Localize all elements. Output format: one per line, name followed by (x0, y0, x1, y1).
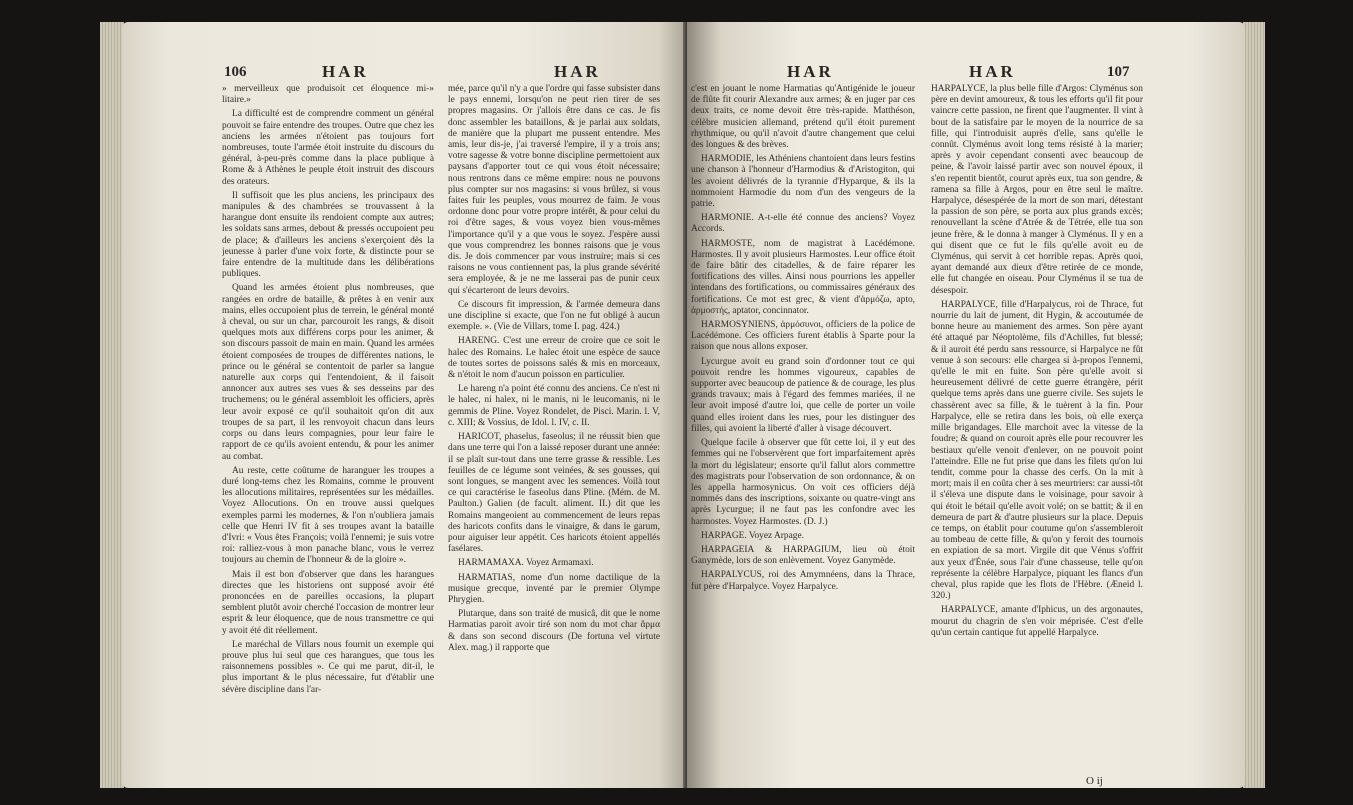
paragraph: HARMONIE. A-t-elle été connue des anciens? Voyez Accords. (691, 213, 915, 235)
paragraph: mée, parce qu'il n'y a que l'ordre qui fasse subsister dans le pays ennemi, lorsqu'on ne peut rien tirer de ses propres magasins. Or j'allois être dans ce cas. Je fis donc assembler les bataillons, & je parlai aux soldats, de manière que la plupart me pussent entendre. Mes amis, leur dis-je, j'ai traversé l'empire, il y a trois ans; votre sagesse & votre bonne discipline permettoient aux paysans d'apporter tout ce qui vous étoit nécessaire; nous rentrons dans ce même empire: nous ne pouvons plus compter sur nos magasins: si vous brûlez, si vous faites fuir les peuples, vous mourrez de faim. Je vous ordonne donc pour votre propre intérêt, & pour celui du roi d'être sages, & vous voyez bien vous-mêmes l'importance qu'il y a que vous le soyez. J'espère aussi que vous comprendrez les bonnes raisons que je vous dis. Je dois commencer par vous instruire; mais si ces raisons ne vous contiennent pas, la plus grande sévérité sera employée, & je ne me lasserai pas de punir ceux qui s'écarteront de leurs devoirs. (448, 84, 660, 296)
paragraph: Ce discours fit impression, & l'armée demeura dans une discipline si exacte, que l'on ne fut obligé à aucun exemple. ». (Vie de Villars, tome I. pag. 424.) (448, 299, 660, 333)
paragraph: Le maréchal de Villars nous fournit un exemple qui prouve plus lui seul que ces harangues, que tous les raisonnemens possibles ». Ce qui me parut, dit-il, le plus important & le plus nécessaire, fut d'établir une sévère discipline dans l'ar- (222, 639, 434, 695)
signature-mark: O ij (1086, 775, 1103, 787)
text-column (222, 84, 434, 784)
paragraph: HARMODIE, les Athéniens chantoient dans leurs festins une chanson à l'honneur d'Harmodius & d'Aristogiton, qui les avoient délivrés de la tyrannie d'Hyparque, & ils la nommoient Harmodie du nom d'un des vengeurs de la patrie. (691, 154, 915, 210)
paragraph: HARPALYCE, amante d'Iphicus, un des argonautes, mourut du chagrin de s'en voir méprisée. C'est d'elle qu'un certain cantique fut appellé Harpalyce. (931, 605, 1143, 638)
paragraph: Quelque facile à observer que fût cette loi, il y eut des femmes qui ne l'observèrent que fort imparfaitement après la mort du législateur; ensorte qu'il fallut alors commettre des magistrats pour l'observation de son ordonnance, & on les appella harmosynicus. On voit ces officiers déjà nommés dans des inscriptions, soixante ou quatre-vingt ans après Lycurgue; il ne faut pas les confondre avec les harmostes. Voyez Harmostes. (D. J.) (691, 438, 915, 527)
paragraph: Lycurgue avoit eu grand soin d'ordonner tout ce qui pouvoit rendre les hommes vigoureux, capables de supporter avec beaucoup de patience & de courage, les plus grands travaux; mais à l'égard des femmes mariées, il ne leur avoit imposé d'autre loi, que celle de porter un voile quand elles iroient dans les rues, pour les distinguer des filles, qui avoient la liberté d'aller à visage découvert. (691, 356, 915, 434)
paragraph: HARPALYCUS, roi des Amymnéens, dans la Thrace, fut père d'Harpalyce. Voyez Harpalyce. (691, 570, 915, 592)
paragraph: HARPAGEIA & HARPAGIUM, lieu où étoit Ganymède, lors de son enlèvement. Voyez Ganymède. (691, 544, 915, 567)
paragraph: HARMATIAS, nome d'un nome dactilique de la musique grecque, inventé par le premier Olympe Phrygien. (448, 572, 660, 605)
paragraph: HARPALYCE, la plus belle fille d'Argos: Clyménus son père en devint amoureux, & tous les efforts qu'il fit pour vaincre cette passion, ne firent que l'augmenter. Il vint à bout de la satisfaire par le moyen de la nourrice de sa fille, qui l'introduisit auprès d'elle, sans qu'elle le connût. Clyménus avoit long tems résisté à la marier; après y avoir cependant consenti avec beaucoup de peine, & l'avoir laissé partir avec son nouvel époux, il s'en repentit bientôt, courut après eux, tua son gendre, & ramena sa fille à Argos, pour en être seul le maître. Harpalyce, désespérée de la mort de son mari, détestant la passion de son père, se porta aux plus grands excès; renouvellant la scène d'Atrée & de Tétrée, elle tua son jeune frère, & le donna à manger à Clyménus. Il y en a qui disent que ce fut le fils qu'elle avoit eu de Clyménus, qui servit à cet horrible repas. Après quoi, ayant demandé aux dieux d'être retirée de ce monde, elle fut changée en oiseau. Pour Clyménus il se tua de désespoir. (931, 84, 1143, 296)
paragraph: HARENG. C'est une erreur de croire que ce soit le halec des Romains. Le halec étoit une espèce de sauce de toutes sortes de poissons salés & mis en morceaux, & n'étoit le nom d'aucun poisson en particulier. (448, 336, 660, 381)
right-page (687, 22, 1245, 788)
running-header: HAR (787, 62, 834, 81)
paragraph: HARICOT, phaselus, faseolus; il ne réussit bien que dans une terre qui l'on a laissé reposer durant une année: il se plaît sur-tout dans une terre grasse & ressible. Les feuilles de ce légume sont veinées, & ses gousses, qui sont longues, se mangent avec les semences. Voilà tout ce qui caractérise le faseolus dans Pline. (Mém. de M. Paulton.) Galien (de facult. aliment. II.) dit que les Romains mangeoient au commencement de leurs repas des haricots confits dans le vinaigre, & dans le garum, pour aiguiser leur appétit. Ces haricots étoient appellés fasélares. (448, 432, 660, 555)
paragraph: Il suffisoit que les plus anciens, les principaux des manipules & des chambrées se trouvassent à la harangue dont ensuite ils rendoient compte aux autres; les soldats sans armes, debout & pressés occupoient peu de place; & d'ailleurs les anciens s'exerçoient dès la jeunesse à parler d'une voix forte, & distincte pour se faire entendre de la multitude dans les délibérations publiques. (222, 190, 434, 280)
paragraph: Quand les armées étoient plus nombreuses, que rangées en ordre de bataille, & prêtes à en venir aux mains, elles occupoient plus de terrein, le général monté à cheval, ou sur un char, parcouroit les rangs, & disoit quelques mots aux différens corps pour les animer, & son discours passoit de main en main. Quand les armées étoient composées de troupes de différentes nations, le prince ou le général se contentoit de parler sa langue naturelle aux corps qui l'entendoient, & il faisoit annoncer aux autres ses vues & ses desseins par des truchemens; ou le général assembloit les officiers, après leur avoir exposé ce qu'il souhaitoit qu'on dit aux troupes de sa part, il les renvoyoit chacun dans leurs corps ou dans leurs compagnies, pour leur faire le rapport de ce qu'ils avoient entendu, & pour les animer au combat. (222, 283, 434, 462)
paragraph: HARPALYCE, fille d'Harpalycus, roi de Thrace, fut nourrie du lait de jument, dit Hygin, & accoutumée de bonne heure au maniement des armes. Son père ayant été attaqué par Néoptolème, fils d'Achilles, fut blessé; & il auroit été perdu sans ressource, si Harpalyce ne fût venue à son secours: elle chargea si à-propos l'ennemi, qu'elle le mit en fuite. Son père qu'elle avoit si heureusement délivré de cette guerre étrangère, périt quelque tems après dans une guerre civile. Ses sujets le chassèrent avec sa fille, & le tuèrent à la fin. Pour Harpalyce, elle se retira dans les bois, où elle exerça mille brigandages. Elle marchoit avec la vitesse de la foudre; & quand on couroit après elle pour recouvrer les bestiaux qu'elle venoit d'enlever, on ne pouvoit point l'atteindre. Elle ne fut prise que dans les filets qu'on lui tendit, comme pour la chasse des cerfs. On la mit à mort; mais il en coûta cher à ses meurtriers: car aussi-tôt il s'éleva une dispute dans le voisinage, pour savoir à qui étoit le bétail qu'elle avoit volé; on se battit; & il en demeura de part & d'autre plusieurs sur la place. Depuis ce temps, on établit pour coutume qu'on s'assembleroit au tombeau de cette fille, & qu'on y feroit des tournois en expiation de sa mort. Virgile dit que Vénus s'offrit aux yeux d'Énée, sous l'air d'une chasseuse, telle qu'on représente la célèbre Harpalyce, piquant les flancs d'un cheval, plus rapide que les flots de l'Hèbre. (Æneid l. 320.) (931, 299, 1143, 602)
paragraph: Plutarque, dans son traité de musicâ, dit que le nome Harmatias paroit avoir tiré son nom du mot char ἅρμα & dans son second discours (De fortuna vel virtute Alex. mag.) il rapporte que (448, 609, 660, 653)
running-header: HAR (322, 62, 369, 81)
paragraph: Au reste, cette coûtume de haranguer les troupes a duré long-tems chez les Romains, comme le prouvent les allocutions militaires, représentées sur les médailles. Voyez Allocutions. On en trouve aussi quelques exemples parmi les modernes, & l'on n'oubliera jamais celle que Henri IV fit à ses troupes avant la bataille d'Ivri: « Vous êtes François; voilà l'ennemi; je suis votre roi: ralliez-vous à mon panache blanc, vous le verrez toujours au chemin de l'honneur & de la gloire ». (222, 465, 434, 566)
page-number: 106 (224, 64, 247, 80)
left-page (122, 22, 687, 788)
right-page-edges (1243, 22, 1265, 788)
paragraph: La difficulté est de comprendre comment un général pouvoit se faire entendre des troupes. Outre que chez les anciens les armées n'étoient pas toujours fort nombreuses, toute l'armée étoit instruite du discours du général, à-peu-près comme dans la place publique à Rome & à Athènes le peuple étoit instruit des discours des orateurs. (222, 109, 434, 187)
paragraph: HARMOSTE, nom de magistrat à Lacédémone. Harmostes. Il y avoit plusieurs Harmostes. Leur office étoit de faire bâtir des citadelles, & de faire réparer les fortifications des villes. Ainsi nous pourrions les appeller intendans des fortifications, ou commissaires généraux des fortifications. Ce mot est grec, & vient d'ἁρμόζω, apto, ἁρμοστής, aptator, concinnator. (691, 238, 915, 316)
page-number: 107 (1107, 64, 1130, 80)
paragraph: Le hareng n'a point été connu des anciens. Ce n'est ni le halec, ni halex, ni le manis, ni le leucomanis, ni le gemmis de Pline. Voyez Rondelet, de Pisci. Marin. l. V, c. XIII; & Vossius, de Idol. l. IV, c. II. (448, 384, 660, 428)
left-page-edges (100, 22, 124, 788)
running-header: HAR (969, 62, 1016, 81)
paragraph: c'est en jouant le nome Harmatias qu'Antigénide le joueur de flûte fit courir Alexandre aux armes; & en juger par ces deux traits, ce nome devoit être très-rapide. Matthéson, célèbre musicien allemand, prétend qu'il étoit purement rhythmique, ou qu'il n'avoit d'autre changement que celui des longues & des brèves. (691, 84, 915, 151)
text-column (691, 84, 915, 784)
text-column (448, 84, 660, 784)
paragraph: HARMAMAXA. Voyez Armamaxi. (458, 558, 594, 569)
running-header: HAR (554, 62, 601, 81)
paragraph: HARMOSYNIENS, ἁρμόσυνοι, officiers de la police de Lacédémone. Ces officiers furent établis à Sparte pour la raison que nous allons exposer. (691, 320, 915, 353)
paragraph: HARPAGE. Voyez Arpage. (701, 530, 804, 541)
paragraph: » merveilleux que produisoit cet éloquence mi-» litaire.» (222, 84, 434, 106)
paragraph: Mais il est bon d'observer que dans les harangues directes que les historiens ont supposé avoir été prononcées en de pareilles occasions, la plupart semblent plutôt avoir cherché l'occasion de montrer leur esprit & leur éloquence, que de nous transmettre ce qui y avoit été dit réellement. (222, 569, 434, 636)
text-column (931, 84, 1143, 772)
